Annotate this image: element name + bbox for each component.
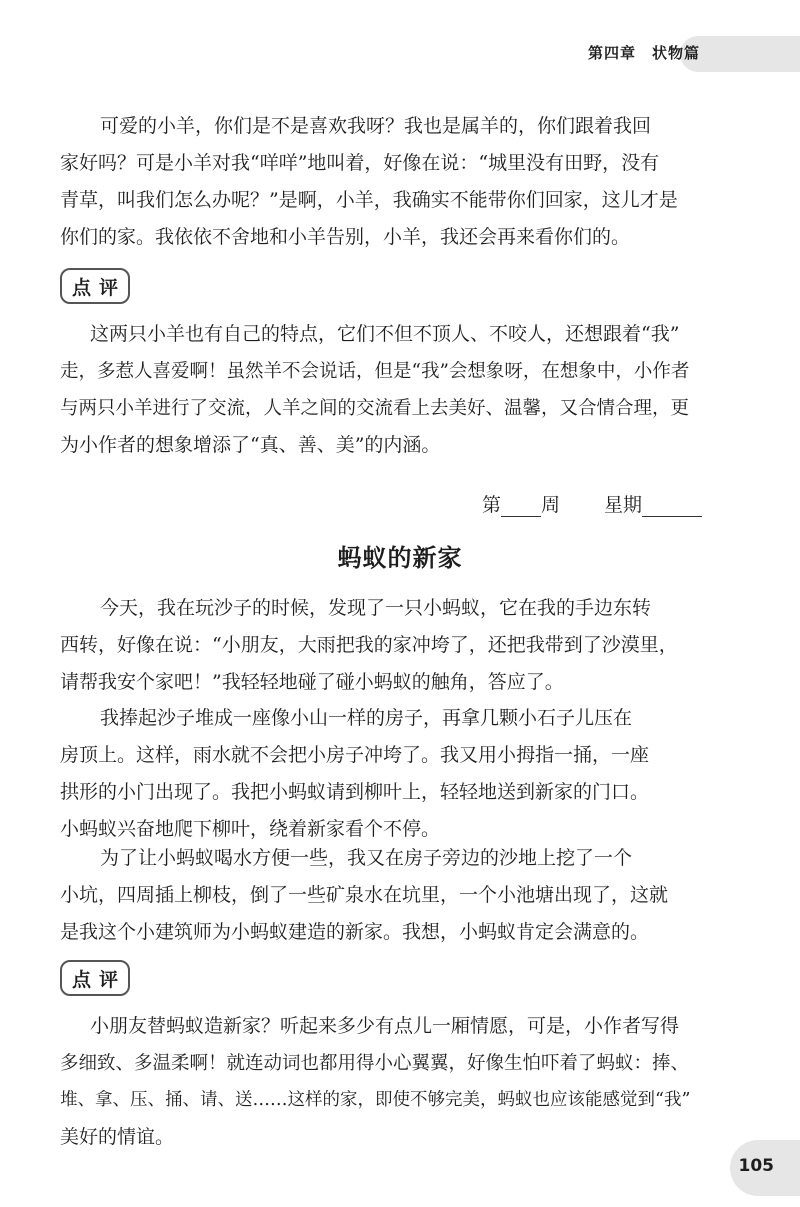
text-line: 美好的情谊。 [60, 1126, 175, 1148]
text-line: 是我这个小建筑师为小蚂蚁建造的新家。我想，小蚂蚁肯定会满意的。 [60, 921, 650, 943]
text-line: 小坑，四周插上柳枝，倒了一些矿泉水在坑里，一个小池塘出现了，这就 [60, 884, 669, 906]
text-line: 你们的家。我依依不舍地和小羊告别，小羊，我还会再来看你们的。 [60, 226, 631, 248]
weekday-label: 星期 [603, 494, 642, 516]
weekday-blank [642, 494, 702, 517]
text-line: 西转，好像在说：“小朋友，大雨把我的家冲垮了，还把我带到了沙漠里， [60, 634, 678, 656]
text-line: 堆、拿、压、捅、请、送……这样的家，即使不够完美，蚂蚁也应该能感觉到“我” [60, 1090, 691, 1110]
review-badge: 点评 [60, 268, 130, 304]
review1-paragraph [60, 316, 700, 464]
text-line: 走，多惹人喜爱啊！虽然羊不会说话，但是“我”会想象呀，在想象中，小作者 [60, 361, 690, 382]
page-number: 105 [738, 1156, 774, 1176]
text-line: 与两只小羊进行了交流，人羊之间的交流看上去美好、温馨，又合情合理，更 [60, 398, 690, 419]
story2-paragraph-3 [60, 840, 700, 951]
week-day-line [482, 490, 702, 517]
review-badge: 点评 [60, 960, 130, 996]
text-line: 房顶上。这样，雨水就不会把小房子冲垮了。我又用小拇指一捅，一座 [60, 744, 650, 766]
week-prefix: 第 [481, 494, 501, 516]
text-line: 小蚂蚁兴奋地爬下柳叶，绕着新家看个不停。 [60, 818, 441, 840]
text-line: 为了让小蚂蚁喝水方便一些，我又在房子旁边的沙地上挖了一个 [100, 847, 633, 869]
week-blank [501, 494, 541, 517]
text-line: 今天，我在玩沙子的时候，发现了一只小蚂蚁，它在我的手边东转 [100, 597, 652, 619]
text-line: 我捧起沙子堆成一座像小山一样的房子，再拿几颗小石子儿压在 [100, 707, 633, 729]
text-line: 家好吗？可是小羊对我“咩咩”地叫着，好像在说：“城里没有田野，没有 [60, 152, 660, 174]
text-line: 小朋友替蚂蚁造新家？听起来多少有点儿一厢情愿，可是，小作者写得 [90, 1015, 680, 1037]
text-line: 青草，叫我们怎么办呢？”是啊，小羊，我确实不能带你们回家，这儿才是 [60, 189, 678, 211]
text-line: 拱形的小门出现了。我把小蚂蚁请到柳叶上，轻轻地送到新家的门口。 [60, 781, 650, 803]
story2-paragraph-1 [60, 590, 700, 701]
story2-paragraph-2 [60, 700, 700, 848]
story1-paragraph [60, 108, 700, 256]
chapter-header: 第四章 状物篇 [587, 44, 700, 62]
text-line: 请帮我安个家吧！”我轻轻地碰了碰小蚂蚁的触角，答应了。 [60, 671, 564, 693]
text-line: 多细致、多温柔啊！就连动词也都用得小心翼翼，好像生怕吓着了蚂蚁：捧、 [60, 1053, 690, 1074]
week-suffix: 周 [540, 494, 560, 516]
review2-paragraph [60, 1008, 700, 1156]
text-line: 这两只小羊也有自己的特点，它们不但不顶人、不咬人，还想跟着“我” [90, 323, 680, 345]
text-line: 为小作者的想象增添了“真、善、美”的内涵。 [60, 434, 441, 456]
story-title: 蚂蚁的新家 [337, 544, 463, 572]
text-line: 可爱的小羊，你们是不是喜欢我呀？我也是属羊的，你们跟着我回 [100, 115, 652, 137]
